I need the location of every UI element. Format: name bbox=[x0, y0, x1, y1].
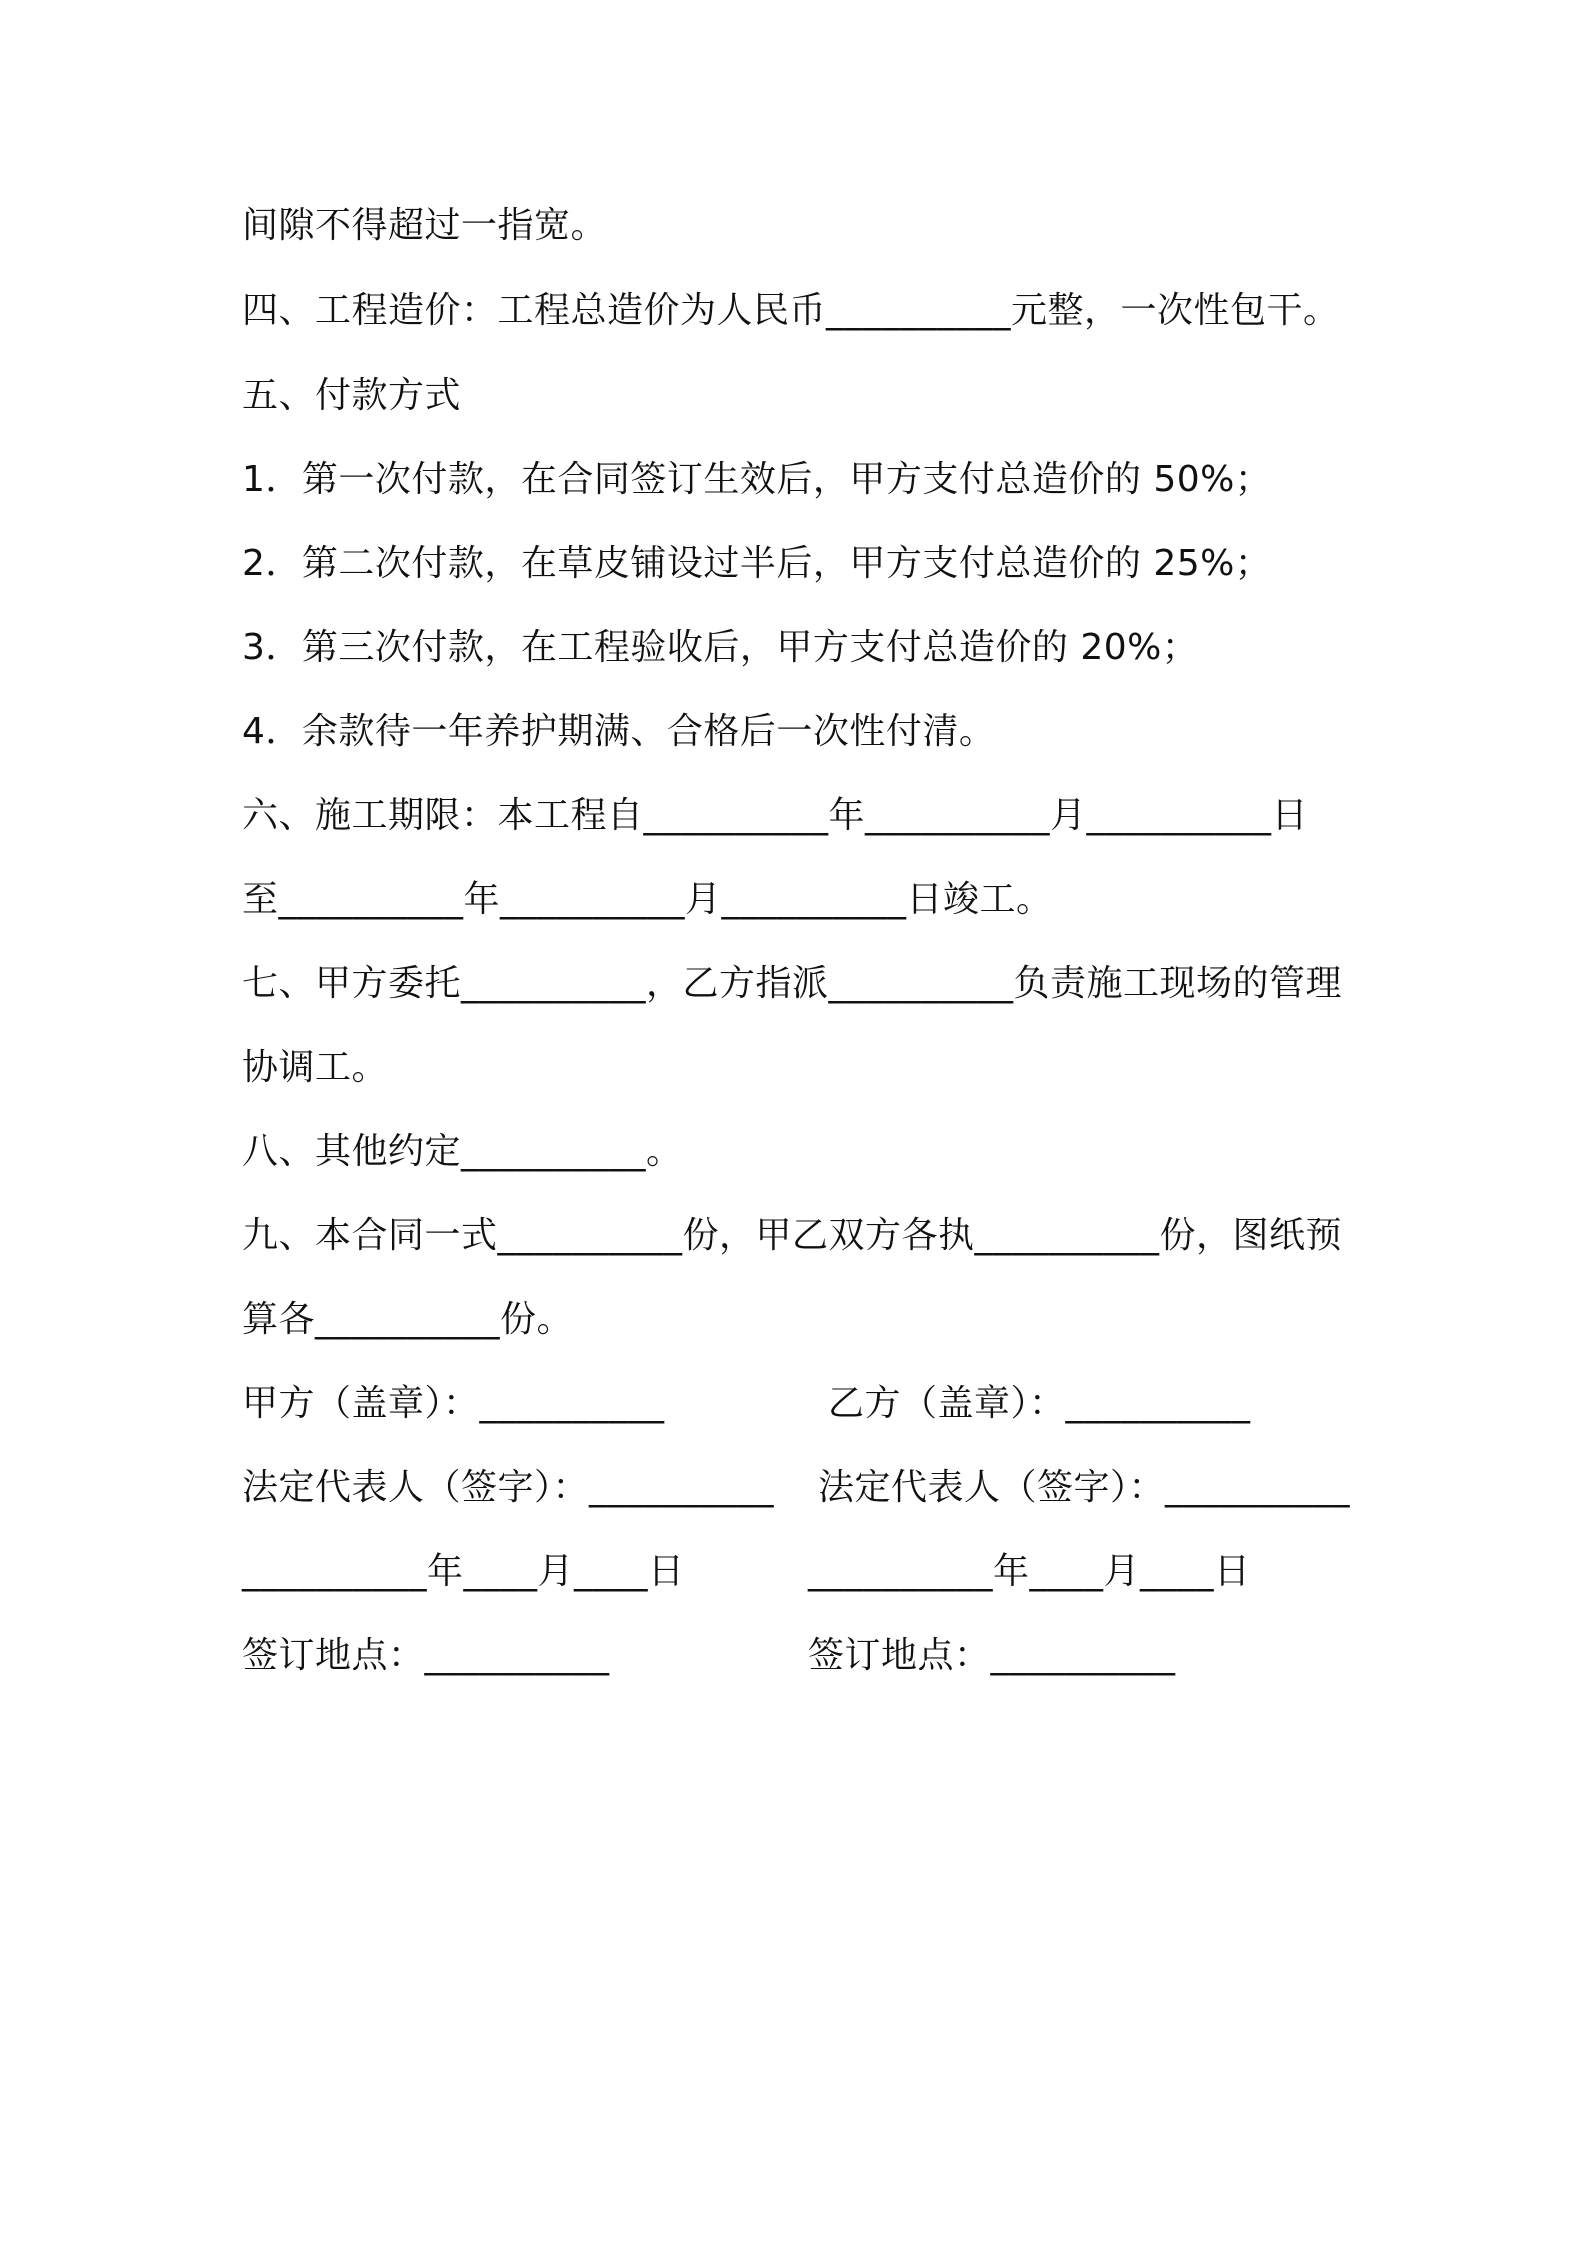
clause-5-heading: 五、付款方式 bbox=[242, 375, 462, 416]
party-b-seal: 乙方（盖章）：__________ bbox=[828, 1383, 1251, 1424]
clause-9-copies: 九、本合同一式__________份，甲乙双方各执__________份，图纸预 bbox=[242, 1215, 1343, 1256]
clause-6-period: 六、施工期限：本工程自__________年__________月__________日 bbox=[242, 795, 1309, 836]
party-a-seal: 甲方（盖章）：__________ bbox=[242, 1383, 665, 1424]
party-a-place: 签订地点：__________ bbox=[242, 1635, 610, 1676]
payment-item-3: 3．第三次付款，在工程验收后，甲方支付总造价的 20%； bbox=[242, 627, 1199, 668]
clause-7-delegates-cont: 协调工。 bbox=[242, 1047, 389, 1088]
clause-8-other: 八、其他约定__________。 bbox=[242, 1131, 683, 1172]
clause-4-price: 四、工程造价：工程总造价为人民币__________元整，一次性包干。 bbox=[242, 290, 1340, 331]
clause-6-period-cont: 至__________年__________月__________日竣工。 bbox=[242, 879, 1053, 920]
clause-7-delegates: 七、甲方委托__________，乙方指派__________负责施工现场的管理 bbox=[242, 963, 1343, 1004]
party-b-date: __________年____月____日 bbox=[808, 1551, 1251, 1592]
party-a-representative: 法定代表人（签字）：__________ bbox=[242, 1467, 775, 1508]
text-line-1: 间隙不得超过一指宽。 bbox=[242, 205, 608, 246]
payment-item-1: 1．第一次付款，在合同签订生效后，甲方支付总造价的 50%； bbox=[242, 459, 1272, 500]
party-b-place: 签订地点：__________ bbox=[808, 1635, 1176, 1676]
payment-item-4: 4．余款待一年养护期满、合格后一次性付清。 bbox=[242, 711, 996, 752]
clause-9-copies-cont: 算各__________份。 bbox=[242, 1299, 574, 1340]
payment-item-2: 2．第二次付款，在草皮铺设过半后，甲方支付总造价的 25%； bbox=[242, 543, 1272, 584]
party-a-date: __________年____月____日 bbox=[242, 1551, 685, 1592]
party-b-representative: 法定代表人（签字）：__________ bbox=[818, 1467, 1351, 1508]
